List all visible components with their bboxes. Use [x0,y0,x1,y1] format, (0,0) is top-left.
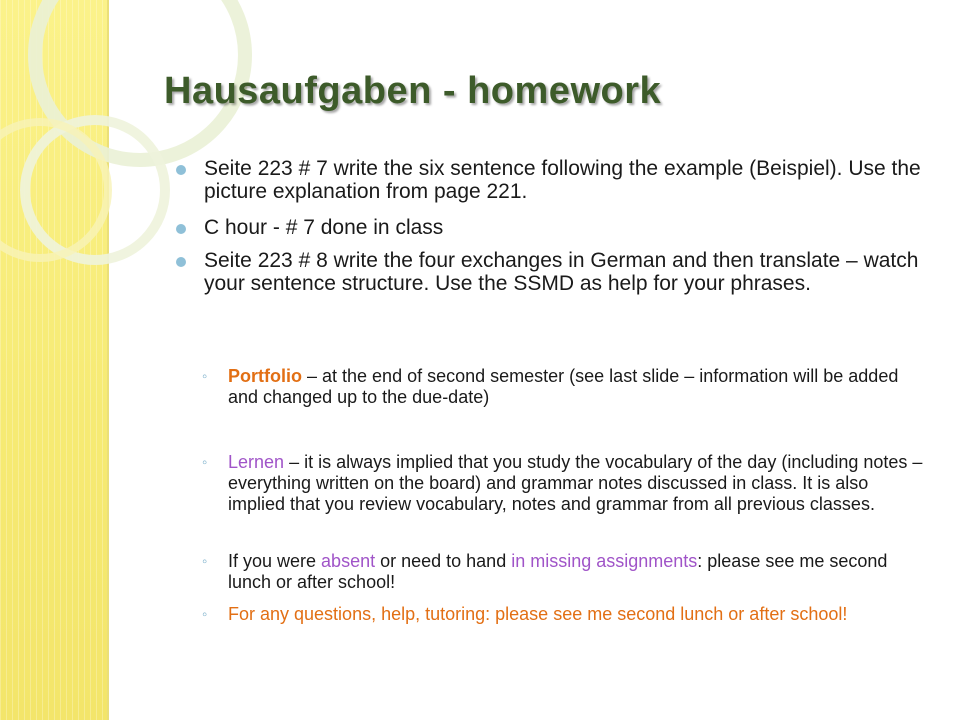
absent-text-1: If you were [228,551,322,571]
missing-assignments: in missing assignments [511,551,698,571]
sub-bullet-questions: ◦ For any questions, help, tutoring: please see me second lunch or after school! [228,604,928,625]
absent-word: absent [321,551,376,571]
absent-text-3: : please see me second lunch or after school! [228,551,888,592]
slide-title: Hausaufgaben - homework [164,70,662,112]
lernen-label: Lernen [228,452,285,472]
absent-text-2: or need to hand [375,551,512,571]
portfolio-text: – at the end of second semester (see last slide – information will be added and changed up to the due-date) [228,366,899,407]
sub-bullet-lernen [228,452,928,515]
lernen-text: – it is always implied that you study the vocabulary of the day (including notes – everything written on the board) and grammar notes discussed in class. It is also implied that you review vocabulary, notes and grammar from all previous classes. [228,452,923,514]
bullet-item: C hour - # 7 done in class [204,216,934,239]
bullet-item: Seite 223 # 7 write the six sentence following the example (Beispiel). Use the picture explanation from page 221. [204,157,934,203]
bullet-item: Seite 223 # 8 write the four exchanges in German and then translate – watch your sentence structure. Use the SSMD as help for your phrases. [204,249,934,295]
portfolio-label: Portfolio [228,366,302,386]
sub-bullet-portfolio [228,366,928,408]
sub-bullet-absent [228,551,928,593]
left-decorative-band [0,0,109,720]
